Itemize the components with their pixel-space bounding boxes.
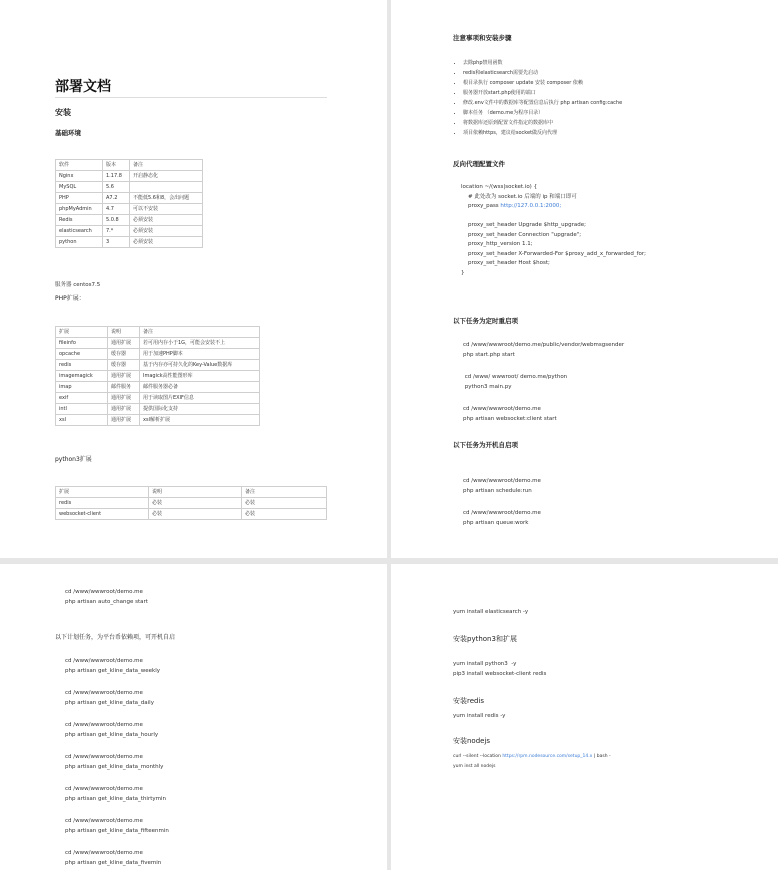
table-cell: 通用扩展 — [108, 404, 140, 415]
cron-block-a — [463, 341, 624, 360]
table-cell: 用于加速PHP脚本 — [140, 349, 260, 360]
node-install-cmd2: yum inst all nodejs — [453, 764, 496, 769]
table-cell: Redis — [56, 215, 103, 226]
table-row — [56, 171, 203, 182]
table-cell: xsl解析扩展 — [140, 415, 260, 426]
document-page-3 — [0, 564, 387, 870]
code-line: python3 main.py — [463, 383, 512, 390]
table-row — [56, 226, 203, 237]
title-divider — [55, 97, 327, 98]
code-line: php artisan get_kline_data_thirtymin — [65, 795, 166, 802]
code-line: php artisan websocket:client start — [463, 415, 557, 422]
code-line: proxy_set_header Host $host; — [461, 260, 550, 266]
code-line: cd /www/wwwroot/demo.me — [65, 690, 143, 696]
code-line: php artisan get_kline_data_fivemin — [65, 859, 162, 866]
proxy-pass-link[interactable]: http://127.0.0.1:2000; — [500, 203, 562, 209]
env-table — [55, 159, 203, 248]
kline-block — [65, 657, 160, 676]
list-item: • 将数据库还原到配置文件指定的数据库中 — [463, 118, 763, 128]
list-item: • 服务器开放start.php使用的端口 — [463, 88, 763, 98]
table-cell: MySQL — [56, 182, 103, 193]
table-cell: 必须安装 — [130, 237, 203, 248]
table-cell: intl — [56, 404, 108, 415]
table-header-cell: 扩展 — [56, 487, 149, 498]
table-cell: 必须安装 — [130, 215, 203, 226]
table-cell: elasticsearch — [56, 226, 103, 237]
section-install-heading: 安装 — [55, 108, 71, 117]
table-row — [56, 393, 260, 404]
table-header-cell: 备注 — [242, 487, 327, 498]
table-cell: redis — [56, 360, 108, 371]
list-item: • 去除php禁用函数 — [463, 58, 763, 68]
table-cell: 缓存器 — [108, 349, 140, 360]
table-cell: Imagick高性能图形库 — [140, 371, 260, 382]
list-item: • 根目录执行 composer update 安装 composer 依赖 — [463, 78, 763, 88]
es-install-cmd: yum install elasticsearch -y — [453, 609, 529, 615]
code-line: php artisan schedule:run — [463, 487, 532, 494]
kline-block — [65, 785, 166, 804]
kline-block — [65, 817, 169, 836]
table-cell — [130, 182, 203, 193]
code-line: php artisan get_kline_data_hourly — [65, 731, 159, 738]
code-line: cd /www/wwwroot/demo.me — [65, 658, 143, 664]
table-row — [56, 498, 327, 509]
kline-block — [65, 753, 163, 772]
code-line — [461, 212, 646, 222]
py-install-cmds — [453, 660, 546, 679]
table-row — [56, 204, 203, 215]
proxy-heading: 反向代理配置文件 — [453, 160, 505, 168]
code-line: pip3 install websocket-client redis — [453, 670, 547, 677]
code-line: cd /www/wwwroot/demo.me — [65, 754, 143, 760]
table-row — [56, 193, 203, 204]
proxy-config-code — [461, 183, 646, 278]
list-item: • redis和elasticsearch需要先启动 — [463, 68, 763, 78]
table-header-cell: 版本 — [103, 160, 130, 171]
code-line: cd /www/wwwroot/demo.me — [65, 850, 143, 856]
table-row — [56, 237, 203, 248]
redis-install-cmd: yum install redis -y — [453, 713, 506, 719]
code-line: } — [461, 269, 465, 276]
py-ext-heading: python3扩展 — [55, 456, 92, 463]
table-cell: 通用扩展 — [108, 371, 140, 382]
kline-block — [65, 721, 158, 740]
table-cell: redis — [56, 498, 149, 509]
table-cell: A7.2 — [103, 193, 130, 204]
table-cell: imap — [56, 382, 108, 393]
cron-block-c — [463, 405, 557, 424]
table-row — [56, 338, 260, 349]
table-cell: 通用扩展 — [108, 393, 140, 404]
code-line: cd /www/wwwroot/demo.me — [463, 478, 541, 484]
table-row — [56, 215, 203, 226]
table-cell: 若可用内存小于1G，可能会安装不上 — [140, 338, 260, 349]
table-row — [56, 509, 327, 520]
table-cell: exif — [56, 393, 108, 404]
py-install-heading: 安装python3和扩展 — [453, 635, 517, 643]
code-line: cd /www/ wwwroot/ demo.me/python — [463, 374, 568, 380]
cron-heading: 以下任务为定时重启项 — [453, 317, 518, 325]
node-cmd-prefix: curl --silent --location — [453, 754, 503, 759]
table-row — [56, 182, 203, 193]
table-cell: 邮件服务 — [108, 382, 140, 393]
table-header-cell: 备注 — [130, 160, 203, 171]
table-row — [56, 360, 260, 371]
kline-block — [65, 689, 154, 708]
table-cell: 不能低5.6和8，会出问题 — [130, 193, 203, 204]
table-row — [56, 371, 260, 382]
table-cell: fileinfo — [56, 338, 108, 349]
table-cell: imagemagick — [56, 371, 108, 382]
server-note: 服务器 centos7.5 — [55, 282, 101, 288]
code-line: # 此处改为 socket.io 后端的 ip 和端口即可 — [461, 193, 577, 200]
table-cell: websocket-client — [56, 509, 149, 520]
list-item: • 项目依赖https，建议给socket做反向代理 — [463, 128, 763, 138]
code-line: php artisan get_kline_data_weekly — [65, 667, 161, 674]
node-heading: 安装nodejs — [453, 737, 491, 745]
list-item: • 脚本任务 （demo.me为程序目录） — [463, 108, 763, 118]
table-header-cell: 备注 — [140, 327, 260, 338]
cron-block-b — [463, 373, 567, 392]
table-cell: 1.17.8 — [103, 171, 130, 182]
table-header-cell: 扩展 — [56, 327, 108, 338]
table-header-row — [56, 327, 260, 338]
table-cell: 邮件服务器必备 — [140, 382, 260, 393]
code-line: php artisan get_kline_data_fifteenmin — [65, 827, 169, 834]
node-install-cmd — [453, 754, 611, 759]
code-line: proxy_set_header Connection "upgrade"; — [461, 231, 582, 238]
table-header-row — [56, 487, 327, 498]
table-cell: phpMyAdmin — [56, 204, 103, 215]
code-line: cd /www/wwwroot/demo.me — [463, 510, 541, 516]
boot-block-b — [463, 509, 541, 528]
base-env-heading: 基础环境 — [55, 129, 81, 137]
boot-heading: 以下任务为开机自启项 — [453, 441, 518, 449]
table-cell: 可以不安装 — [130, 204, 203, 215]
auto-change-block — [65, 588, 148, 607]
table-cell: 开启静态化 — [130, 171, 203, 182]
table-cell: 3 — [103, 237, 130, 248]
table-row — [56, 415, 260, 426]
table-header-cell: 说明 — [108, 327, 140, 338]
table-row — [56, 349, 260, 360]
code-line: php artisan get_kline_data_daily — [65, 699, 154, 706]
notes-list — [453, 58, 763, 138]
document-page-2 — [391, 0, 778, 558]
table-cell: PHP — [56, 193, 103, 204]
table-cell: 通用扩展 — [108, 338, 140, 349]
table-cell: 必装 — [149, 509, 242, 520]
document-page-4 — [391, 564, 778, 870]
table-cell: opcache — [56, 349, 108, 360]
node-cmd-suffix: | bash - — [592, 754, 611, 759]
table-cell: 通用扩展 — [108, 415, 140, 426]
code-line: proxy_set_header X-Forwarded-For $proxy_add_x_forwarded_for; — [461, 250, 646, 257]
table-cell: 5.6 — [103, 182, 130, 193]
code-line: cd /www/wwwroot/demo.me — [65, 818, 143, 824]
table-cell: python — [56, 237, 103, 248]
table-header-row — [56, 160, 203, 171]
code-line: proxy_http_version 1.1; — [461, 241, 533, 247]
table-cell: Nginx — [56, 171, 103, 182]
code-line: cd /www/wwwroot/demo.me/public/vendor/webmsgsender — [463, 342, 625, 348]
code-line: php artisan queue:work — [463, 519, 529, 526]
table-cell: 提供国际化支持 — [140, 404, 260, 415]
node-setup-link[interactable]: https://rpm.nodesource.com/setup_14.x — [502, 754, 593, 759]
boot-block-a — [463, 477, 541, 496]
redis-heading: 安装redis — [453, 697, 485, 705]
code-line: php start.php start — [463, 351, 515, 358]
table-row — [56, 382, 260, 393]
table-header-cell: 软件 — [56, 160, 103, 171]
code-line: cd /www/wwwroot/demo.me — [65, 786, 143, 792]
code-line: yum install python3 -y — [453, 661, 517, 667]
code-line: php artisan auto_change start — [65, 598, 148, 605]
php-ext-heading: PHP扩展： — [55, 295, 85, 302]
table-cell: 必装 — [149, 498, 242, 509]
code-line: cd /www/wwwroot/demo.me — [65, 589, 143, 595]
table-cell: 5.0.8 — [103, 215, 130, 226]
table-cell: 7.* — [103, 226, 130, 237]
table-cell: 用于读取图片EXIF信息 — [140, 393, 260, 404]
table-cell: xsl — [56, 415, 108, 426]
php-ext-table — [55, 326, 260, 426]
table-cell: 必装 — [242, 498, 327, 509]
table-cell: 4.7 — [103, 204, 130, 215]
plan-heading: 以下计划任务，为平台币依赖项，可开机自启 — [55, 634, 176, 641]
code-line: proxy_pass http://127.0.0.1:2000; — [461, 203, 562, 209]
table-row — [56, 404, 260, 415]
document-page-1 — [0, 0, 387, 558]
py-ext-table — [55, 486, 327, 520]
doc-title: 部署文档 — [55, 79, 111, 95]
table-cell: 必装 — [242, 509, 327, 520]
code-line: proxy_set_header Upgrade $http_upgrade; — [461, 222, 586, 228]
kline-block — [65, 849, 161, 868]
list-item: • 修改.env文件中的数据库等配置信息后执行 php artisan config:cache — [463, 98, 763, 108]
table-cell: 基于内存亦可持久化的Key-Value数据库 — [140, 360, 260, 371]
code-line: cd /www/wwwroot/demo.me — [463, 406, 541, 412]
table-cell: 必须安装 — [130, 226, 203, 237]
notes-heading: 注意事项和安装步骤 — [453, 34, 512, 42]
code-line: php artisan get_kline_data_monthly — [65, 763, 164, 770]
table-cell: 缓存器 — [108, 360, 140, 371]
table-header-cell: 说明 — [149, 487, 242, 498]
code-line: cd /www/wwwroot/demo.me — [65, 722, 143, 728]
code-line: location ~/(wss|socket.io) { — [461, 184, 538, 190]
